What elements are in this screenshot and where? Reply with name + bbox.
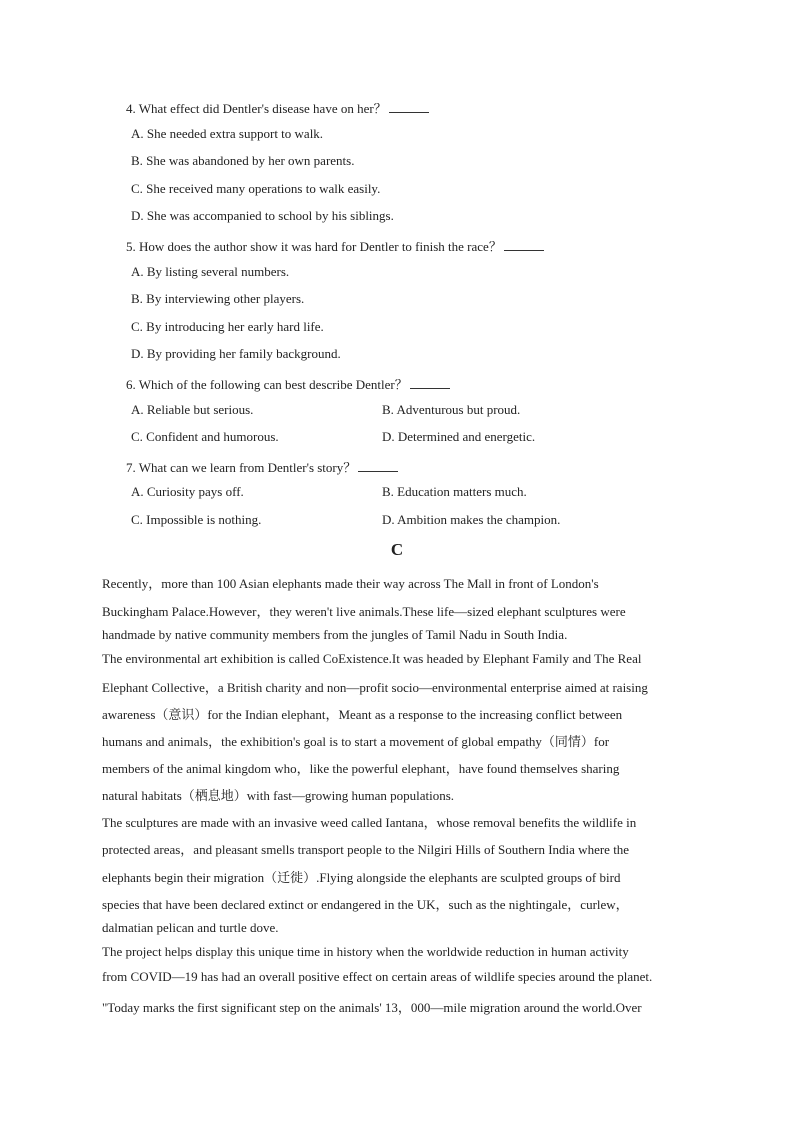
passage-line: humans and animals，the exhibition's goal is to start a movement of global empathy（同情）for [102, 734, 610, 749]
question-4-stem: 4. What effect did Dentler's disease have on her？ [126, 101, 387, 116]
passage-line: natural habitats（栖息地）with fast—growing human populations. [102, 788, 455, 803]
question-5-option-c: C. By introducing her early hard life. [131, 319, 324, 334]
question-7-stem: 7. What can we learn from Dentler's story？ [126, 460, 357, 475]
question-4-option-c: C. She received many operations to walk easily. [131, 181, 381, 196]
passage-line: elephants begin their migration（迁徙）.Flying alongside the elephants are sculpted groups of bird [102, 870, 621, 885]
passage-line: from COVID—19 has had an overall positive effect on certain areas of wildlife species around the planet. [102, 969, 653, 984]
question-6-option-b: B. Adventurous but proud. [382, 402, 521, 417]
question-7 [126, 457, 398, 476]
passage-line: awareness（意识）for the Indian elephant，Meant as a response to the increasing conflict between [102, 707, 623, 722]
passage-line: "Today marks the first significant step on the animals' 13，000—mile migration around the world.Over [102, 1000, 642, 1015]
question-4-option-b: B. She was abandoned by her own parents. [131, 153, 355, 168]
question-5-option-b: B. By interviewing other players. [131, 291, 305, 306]
answer-blank [410, 376, 450, 389]
answer-blank [389, 100, 429, 113]
passage-line: dalmatian pelican and turtle dove. [102, 920, 279, 935]
section-heading: C [390, 540, 404, 559]
question-5-option-a: A. By listing several numbers. [131, 264, 290, 279]
question-6-option-a: A. Reliable but serious. [131, 402, 254, 417]
answer-blank [504, 238, 544, 251]
question-6 [126, 374, 450, 393]
passage-line: Elephant Collective，a British charity and non—profit socio—environmental enterprise aimed at raising [102, 680, 648, 695]
passage-line: species that have been declared extinct or endangered in the UK，such as the nightingale，curlew， [102, 897, 629, 912]
question-7-option-c: C. Impossible is nothing. [131, 512, 262, 527]
question-5-stem: 5. How does the author show it was hard for Dentler to finish the race？ [126, 239, 502, 254]
question-7-option-a: A. Curiosity pays off. [131, 484, 244, 499]
question-6-option-c: C. Confident and humorous. [131, 429, 279, 444]
passage-line: protected areas，and pleasant smells transport people to the Nilgiri Hills of Southern India where the [102, 842, 630, 857]
question-7-option-b: B. Education matters much. [382, 484, 527, 499]
question-7-option-d: D. Ambition makes the champion. [382, 512, 561, 527]
question-4-option-d: D. She was accompanied to school by his siblings. [131, 208, 394, 223]
question-5-option-d: D. By providing her family background. [131, 346, 341, 361]
passage-line: The sculptures are made with an invasive weed called Iantana，whose removal benefits the wildlife in [102, 815, 637, 830]
passage-line: The environmental art exhibition is called CoExistence.It was headed by Elephant Family and The Real [102, 651, 642, 666]
passage-line: Buckingham Palace.However，they weren't live animals.These life—sized elephant sculptures were [102, 604, 626, 619]
passage-line: Recently，more than 100 Asian elephants made their way across The Mall in front of London's [102, 576, 599, 591]
passage-line: handmade by native community members from the jungles of Tamil Nadu in South India. [102, 627, 568, 642]
question-5 [126, 236, 544, 255]
answer-blank [358, 459, 398, 472]
question-4 [126, 98, 429, 117]
question-6-option-d: D. Determined and energetic. [382, 429, 536, 444]
passage-line: members of the animal kingdom who，like the powerful elephant，have found themselves sharing [102, 761, 620, 776]
question-6-stem: 6. Which of the following can best describe Dentler？ [126, 377, 408, 392]
question-4-option-a: A. She needed extra support to walk. [131, 126, 324, 141]
passage-line: The project helps display this unique time in history when the worldwide reduction in human activity [102, 944, 629, 959]
